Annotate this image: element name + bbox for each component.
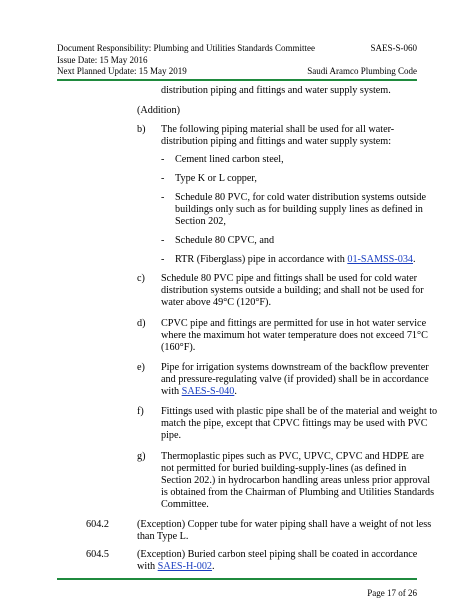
item-c-label: c) (137, 273, 145, 284)
addition-label: (Addition) (137, 105, 181, 116)
item-c-line: water above 49°C (120°F). (161, 297, 271, 308)
item-c-line: Schedule 80 PVC pipe and fittings shall be used for cold water (161, 273, 418, 284)
item-b-line: distribution piping and fittings and water supply system: (161, 136, 392, 147)
item-g-line: not permitted for buried building-supply-lines (as defined in (161, 463, 407, 474)
item-f-line: pipe. (161, 430, 182, 441)
item-d-line: CPVC pipe and fittings are permitted for use in hot water service (161, 318, 427, 329)
bullet-pvc-line: Section 202, (175, 216, 226, 227)
bullet-dash: - (161, 173, 165, 184)
item-e-line: and pressure-regulating valve (if provided) shall be in accordance (161, 374, 429, 385)
item-g-line: Section 202.) in hydrocarbon handling areas unless prior approval (161, 475, 431, 486)
bullet-cpvc: Schedule 80 CPVC, and (175, 235, 275, 246)
bullet-dash: - (161, 192, 165, 203)
item-d-line: where the maximum hot water temperature does not exceed 71°C (161, 330, 428, 341)
issue-date: Issue Date: 15 May 2016 (57, 54, 148, 65)
bullet-dash: - (161, 235, 165, 246)
item-f-label: f) (137, 406, 144, 417)
footer-rule (57, 578, 417, 580)
header-rule (57, 79, 417, 81)
section-604-5-line: (Exception) Buried carbon steel piping shall be coated in accordance (137, 549, 418, 560)
item-e-line: with SAES-S-040. (161, 386, 237, 397)
section-604-5-line: with SAES-H-002. (137, 561, 215, 572)
item-f-line: Fittings used with plastic pipe shall be of the material and weight to (161, 406, 438, 417)
bullet-rtr: RTR (Fiberglass) pipe in accordance with 01-SAMSS-034. (175, 254, 416, 265)
bullet-pvc-line: buildings only such as for building supply lines as defined in (175, 204, 423, 215)
bullet-cement-lined: Cement lined carbon steel, (175, 154, 284, 165)
doc-id: SAES-S-060 (370, 43, 417, 53)
section-604-5-number: 604.5 (86, 549, 109, 560)
page-header (57, 43, 417, 78)
section-604-2-number: 604.2 (86, 519, 109, 530)
item-e-label: e) (137, 362, 145, 373)
item-g-label: g) (137, 451, 146, 462)
item-f-line: match the pipe, except that CPVC fittings may be used with PVC (161, 418, 428, 429)
continuation-line: distribution piping and fittings and water supply system. (161, 85, 391, 96)
doc-responsibility: Document Responsibility: Plumbing and Utilities Standards Committee (57, 43, 315, 53)
section-604-2-line: (Exception) Copper tube for water piping shall have a weight of not less (137, 519, 432, 530)
bullet-dash: - (161, 154, 165, 165)
item-c-line: distribution systems outside a building; and shall not be used for (161, 285, 424, 296)
item-g-line: Committee. (161, 499, 209, 510)
bullet-pvc-line: Schedule 80 PVC, for cold water distribution systems outside (175, 192, 426, 203)
page-number: Page 17 of 26 (367, 588, 417, 598)
next-update: Next Planned Update: 15 May 2019 (57, 66, 187, 76)
item-g-line: is obtained from the Chairman of Plumbing and Utilities Standards (161, 487, 435, 498)
item-d-label: d) (137, 318, 146, 329)
item-b-line: The following piping material shall be used for all water- (161, 124, 395, 135)
section-604-2-line: than Type L. (137, 531, 189, 542)
link-01-samss-034[interactable]: 01-SAMSS-034 (347, 254, 414, 265)
link-saes-s-040[interactable]: SAES-S-040 (181, 386, 235, 397)
doc-title: Saudi Aramco Plumbing Code (307, 66, 417, 76)
item-e-line: Pipe for irrigation systems downstream of the backflow preventer (161, 362, 429, 373)
item-g-line: Thermoplastic pipes such as PVC, UPVC, CPVC and HDPE are (161, 451, 424, 462)
bullet-copper: Type K or L copper, (175, 173, 257, 184)
bullet-rtr-text: RTR (Fiberglass) pipe in accordance with (175, 254, 348, 265)
item-b-label: b) (137, 124, 146, 135)
item-d-line: (160°F). (161, 342, 196, 353)
link-saes-h-002[interactable]: SAES-H-002 (157, 561, 213, 572)
bullet-dash: - (161, 254, 165, 265)
